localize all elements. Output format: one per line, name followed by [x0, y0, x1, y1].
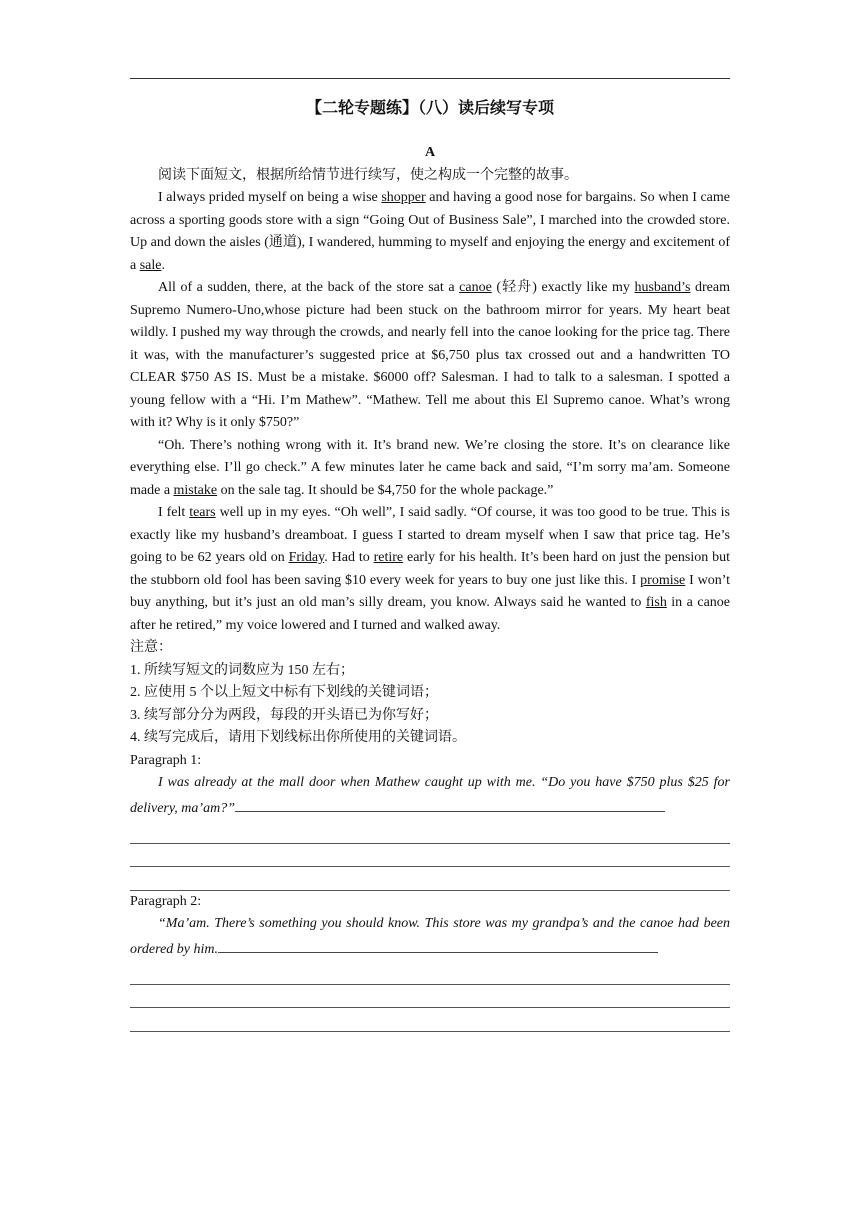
- story-text: well up in my eyes. “Oh well”, I said sadly. “Of course, it was too good to be true. This is exactly like my husband’s dreamboat. I guess I started to dream myself when I saw that price tag. He’s going to be 62 years old on: [130, 505, 730, 565]
- keyword-sale: sale: [139, 257, 162, 273]
- answer-blank[interactable]: [218, 936, 658, 953]
- story-text: I always prided myself on being a wise: [158, 190, 382, 205]
- answer-blank[interactable]: [235, 795, 665, 812]
- answer-line[interactable]: [130, 844, 730, 868]
- keyword-tears: tears: [189, 505, 216, 520]
- instruction-text: 阅读下面短文，根据所给情节进行续写，使之构成一个完整的故事。: [158, 167, 578, 183]
- paragraph-1-opening: [130, 772, 730, 820]
- answer-line[interactable]: [130, 961, 730, 985]
- keyword-mistake: mistake: [173, 482, 218, 498]
- keyword-shopper: shopper: [381, 190, 426, 205]
- paragraph-2-label: Paragraph 2:: [130, 893, 202, 909]
- header-rule: [130, 78, 730, 79]
- opening-text: “Ma’am. There’s something you should know. This store was my grandpa’s and the canoe had been ordered by him.: [130, 916, 730, 957]
- story-text: early for his health. It’s been hard on just the pension but the stubborn old fool has been saving $10 every week for years to buy one just like this. I: [130, 550, 730, 588]
- story-text: All of a sudden, there, at the back of the store sat a: [158, 280, 460, 295]
- keyword-friday: Friday: [288, 550, 325, 565]
- page-title: 【二轮专题练】（八）读后续写专项: [305, 100, 554, 117]
- keyword-retire: retire: [373, 550, 404, 565]
- story-paragraph-3: [130, 435, 730, 503]
- paragraph-1-label: Paragraph 1:: [130, 752, 202, 768]
- answer-line[interactable]: [130, 867, 730, 891]
- note-item: 2. 应使用 5 个以上短文中标有下划线的关键词语；: [130, 685, 438, 700]
- note-item: 1. 所续写短文的词数应为 150 左右；: [130, 662, 354, 678]
- keyword-fish: fish: [645, 595, 667, 610]
- story-text: dream Supremo Numero-Uno,whose picture had been stuck on the bathroom mirror for years. My heart beat wildly. I pushed my way through the crowds, and nearly fell into the canoe looking for the price tag. There it was, with the manufacturer’s suggested price at $6,750 plus tax crossed out and a handwritten TO CLEAR $750 AS IS. Must be a mistake. $6000 off? Salesman. I had to talk to a salesman. I spotted a young fellow with a “Hi. I’m Mathew”. “Mathew. Tell me about this El Supremo canoe. What’s wrong with it? Why is it only $750?”: [130, 280, 730, 430]
- answer-line[interactable]: [130, 820, 730, 844]
- story-paragraph-1: [130, 187, 730, 277]
- story-text: I felt: [158, 505, 190, 520]
- story-text: on the sale tag. It should be $4,750 for the whole package.”: [217, 482, 554, 498]
- keyword-canoe: canoe: [459, 280, 492, 295]
- story-text: and having a good nose for bargains. So when I came across a sporting goods store with a sign “Going Out of Business Sale”, I marched into the crowded store. Up and down the aisles (通道), I wandered, humming to myself and enjoying the energy and excitement of a: [130, 190, 731, 273]
- story-text: I won’t buy anything, but it’s just an old man’s silly dream, you know. Always said he wanted to: [130, 572, 730, 610]
- story-text: (轻舟) exactly like my: [491, 280, 635, 295]
- opening-text: I was already at the mall door when Mathew caught up with me. “Do you have $750 plus $25 for delivery, ma’am?”: [130, 775, 730, 816]
- keyword-promise: promise: [640, 572, 686, 588]
- note-item: 4. 续写完成后，请用下划线标出你所使用的关键词语。: [130, 730, 466, 745]
- story-paragraph-2: [130, 277, 730, 435]
- document-body: [130, 98, 730, 1032]
- story-text: in a canoe after he retired,” my voice lowered and I turned and walked away.: [130, 595, 730, 633]
- notes-heading: 注意：: [130, 640, 172, 655]
- story-text: . Had to: [324, 550, 374, 565]
- keyword-husbands: husband’s: [634, 280, 691, 295]
- note-item: 3. 续写部分分为两段，每段的开头语已为你写好；: [130, 707, 438, 723]
- paragraph-2-opening: [130, 913, 730, 961]
- story-paragraph-4: [130, 502, 730, 637]
- answer-line[interactable]: [130, 1008, 730, 1032]
- story-text: .: [161, 257, 165, 273]
- story-text: “Oh. There’s nothing wrong with it. It’s brand new. We’re closing the store. It’s on clearance like everything else. I’ll go check.” A few minutes later he came back and said, “I’m sorry ma’am. Someone made a: [130, 437, 730, 498]
- section-label: A: [424, 145, 436, 160]
- answer-line[interactable]: [130, 985, 730, 1009]
